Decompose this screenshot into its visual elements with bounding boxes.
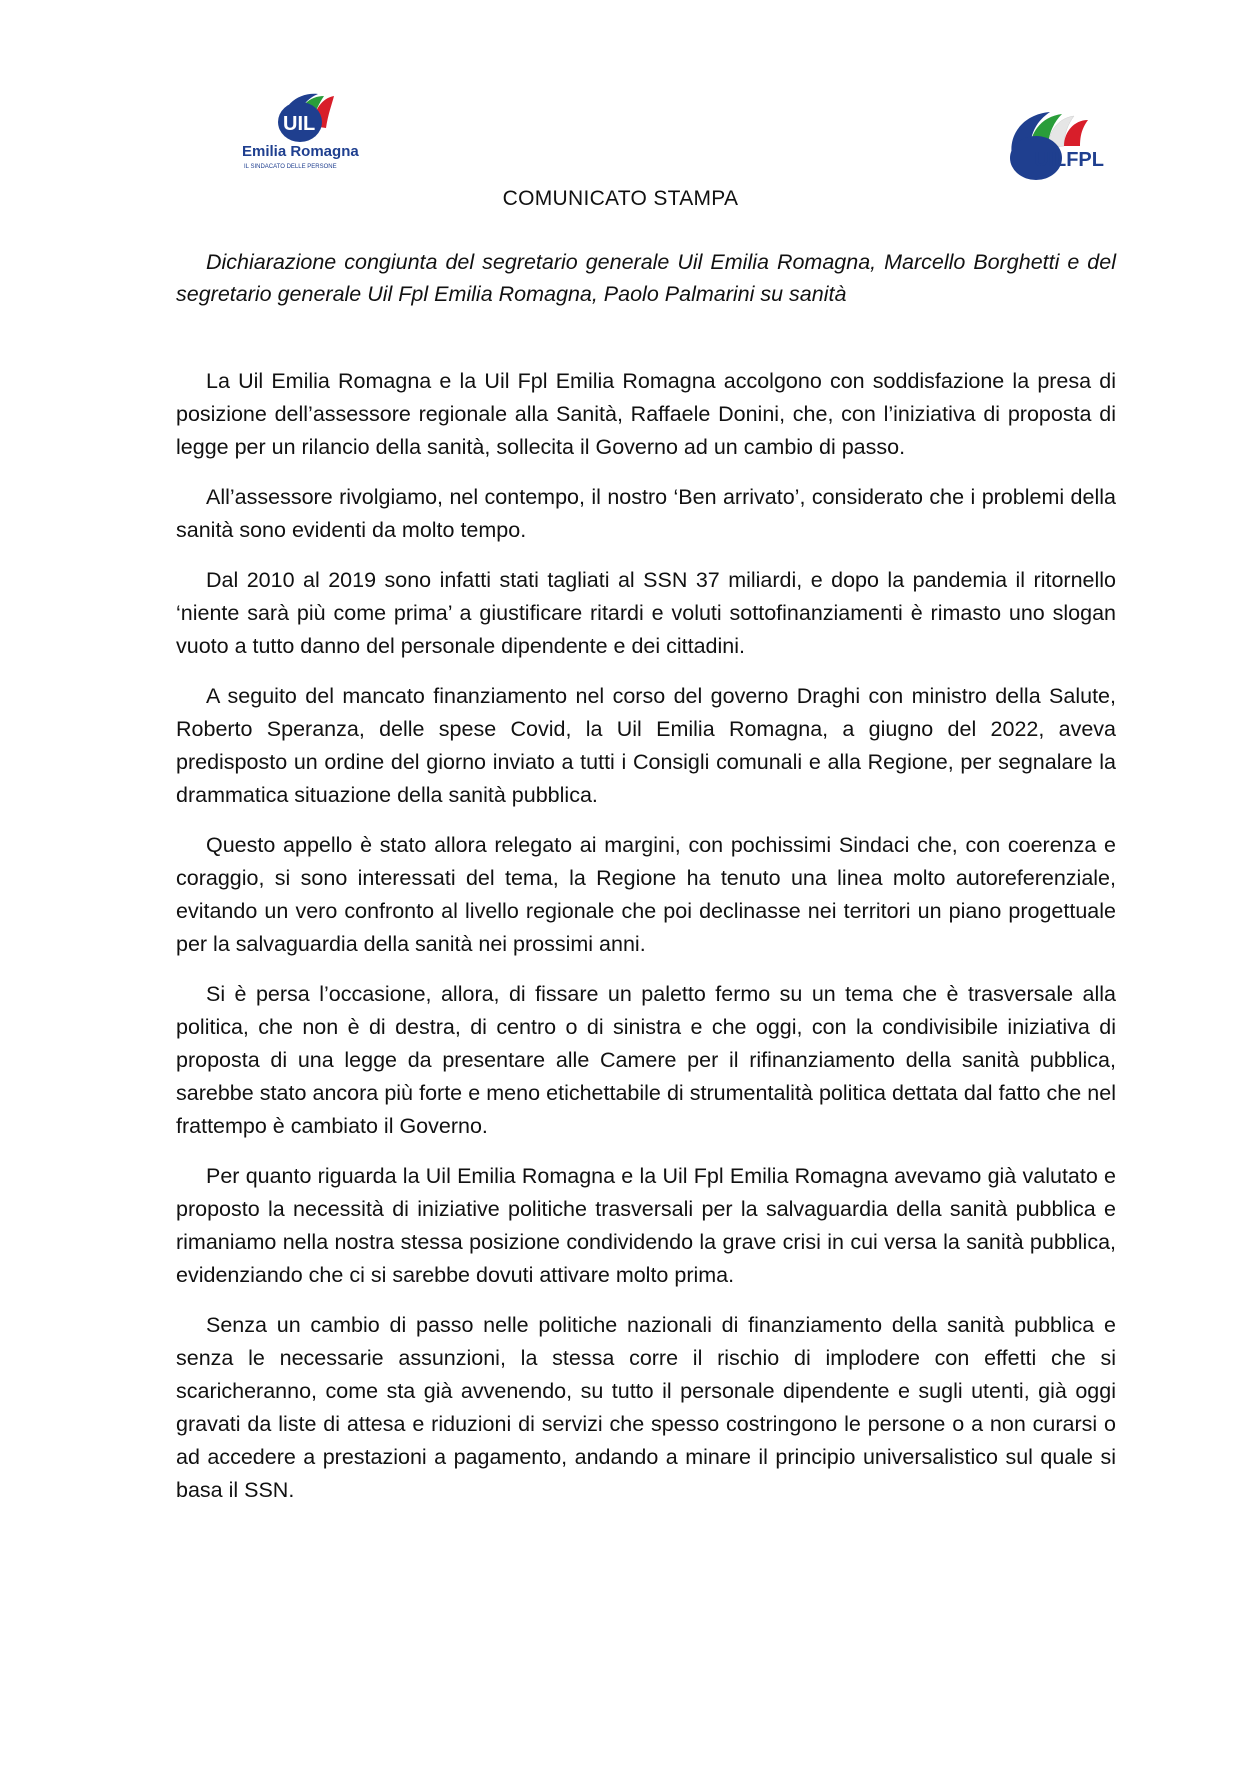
- logo-tagline-text: IL SINDACATO DELLE PERSONE: [244, 164, 337, 170]
- uil-emilia-romagna-logo: [238, 84, 378, 174]
- document-subtitle: Dichiarazione congiunta del segretario generale Uil Emilia Romagna, Marcello Borghetti e del segretario generale Uil Fpl Emilia Romagna, Paolo Palmarini su sanità: [176, 250, 1116, 306]
- logo-mark-text: UILFPL: [1034, 149, 1104, 171]
- body-paragraph: A seguito del mancato finanziamento nel corso del governo Draghi con ministro della Salute, Roberto Speranza, delle spese Covid, la Uil Emilia Romagna, a giugno del 2022, aveva predisposto un ordine del giorno inviato a tutti i Consigli comunali e alla Regione, per segnalare la drammatica situazione della sanità pubblica.: [176, 684, 1116, 807]
- body-paragraph: All’assessore rivolgiamo, nel contempo, il nostro ‘Ben arrivato’, considerato che i problemi della sanità sono evidenti da molto tempo.: [176, 485, 1116, 542]
- logo-name-text: Emilia Romagna: [242, 143, 359, 160]
- uilfpl-logo: [1004, 104, 1116, 190]
- body-paragraph: La Uil Emilia Romagna e la Uil Fpl Emilia Romagna accolgono con soddisfazione la presa di posizione dell’assessore regionale alla Sanità, Raffaele Donini, che, con l’iniziativa di proposta di legge per un rilancio della sanità, sollecita il Governo ad un cambio di passo.: [176, 369, 1116, 459]
- uil-emblem-icon: [278, 94, 334, 142]
- body-paragraph: Si è persa l’occasione, allora, di fissare un paletto fermo su un tema che è trasversale alla politica, che non è di destra, di centro o di sinistra e che oggi, con la condivisibile iniziativa di proposta di una legge da presentare alle Camere per il rifinanziamento della sanità pubblica, sarebbe stato ancora più forte e meno etichettabile di strumentalità politica dettata dal fatto che nel frattempo è cambiato il Governo.: [176, 982, 1116, 1138]
- body-paragraph: Senza un cambio di passo nelle politiche nazionali di finanziamento della sanità pubblica e senza le necessarie assunzioni, la stessa corre il rischio di implodere con effetti che si scaricheranno, come sta già avvenendo, su tutto il personale dipendente e sugli utenti, già oggi gravati da liste di attesa e riduzioni di servizi che spesso costringono le persone o a non curarsi o ad accedere a prestazioni a pagamento, andando a minare il principio universalistico sul quale si basa il SSN.: [176, 1313, 1116, 1502]
- body-paragraph: Per quanto riguarda la Uil Emilia Romagna e la Uil Fpl Emilia Romagna avevamo già valutato e proposto la necessità di iniziative politiche trasversali per la salvaguardia della sanità pubblica e rimaniamo nella nostra stessa posizione condividendo la grave crisi in cui versa la sanità pubblica, evidenziando che ci si sarebbe dovuti attivare molto prima.: [176, 1164, 1116, 1287]
- body-paragraph: Questo appello è stato allora relegato ai margini, con pochissimi Sindaci che, con coerenza e coraggio, si sono interessati del tema, la Regione ha tenuto una linea molto autoreferenziale, evitando un vero confronto al livello regionale che poi declinasse nei territori un piano progettuale per la salvaguardia della sanità nei prossimi anni.: [176, 833, 1116, 956]
- logo-mark-text: UIL: [283, 113, 316, 135]
- document-title: COMUNICATO STAMPA: [502, 187, 739, 210]
- body-paragraph: Dal 2010 al 2019 sono infatti stati tagliati al SSN 37 miliardi, e dopo la pandemia il ritornello ‘niente sarà più come prima’ a giustificare ritardi e voluti sottofinanziamenti è rimasto uno slogan vuoto a tutto danno del personale dipendente e dei cittadini.: [176, 568, 1116, 658]
- document-body: [176, 365, 1116, 1524]
